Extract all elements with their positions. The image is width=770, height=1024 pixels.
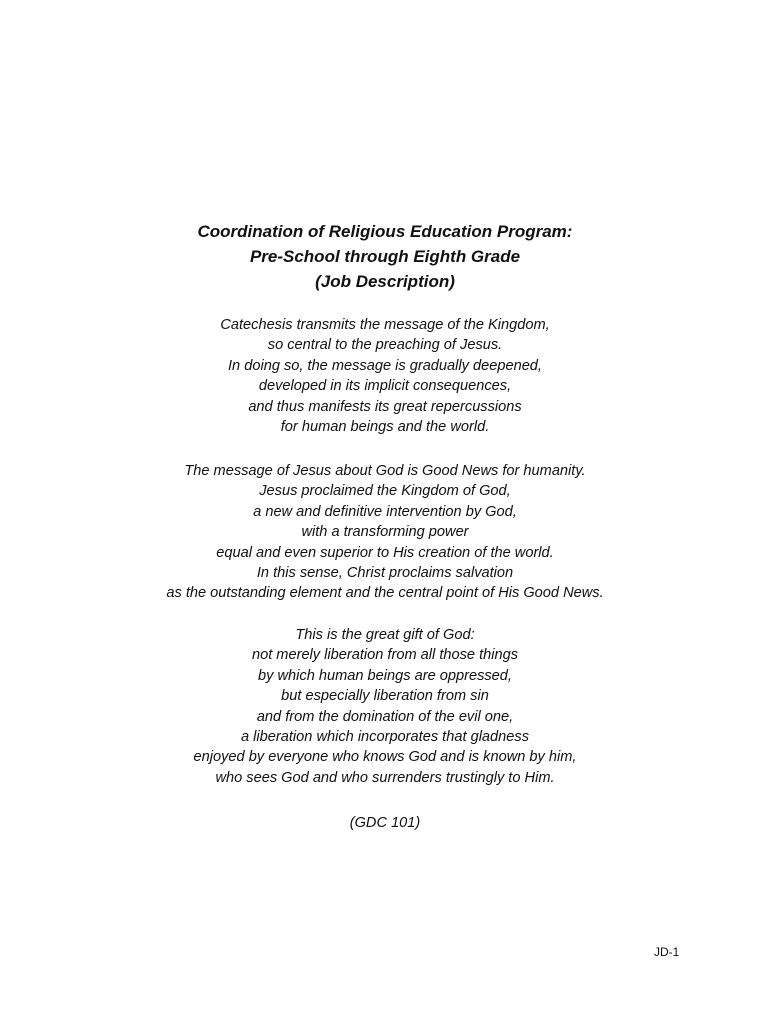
- stanza-line: Jesus proclaimed the Kingdom of God,: [259, 483, 511, 500]
- page-number: JD-1: [654, 945, 680, 959]
- stanza-line: equal and even superior to His creation of the world.: [216, 544, 554, 561]
- stanza-line: In this sense, Christ proclaims salvation: [256, 565, 514, 582]
- title-line-1: Coordination of Religious Education Program:: [197, 222, 573, 241]
- stanza-line: enjoyed by everyone who knows God and is known by him,: [193, 749, 577, 766]
- stanza-line: for human beings and the world.: [280, 419, 490, 436]
- citation: [0, 813, 770, 833]
- stanza-line: not merely liberation from all those things: [251, 647, 519, 664]
- stanza-line: a liberation which incorporates that gladness: [241, 729, 529, 746]
- quote-stanza-3: [0, 625, 770, 788]
- stanza-line: with a transforming power: [301, 524, 469, 541]
- stanza-line: This is the great gift of God:: [295, 627, 475, 643]
- quote-stanza-1: [0, 315, 770, 437]
- stanza-line: and from the domination of the evil one,: [256, 708, 514, 725]
- quote-stanza-2: [0, 461, 770, 604]
- stanza-line: but especially liberation from sin: [281, 688, 489, 705]
- title-line-2: Pre-School through Eighth Grade: [249, 247, 521, 266]
- stanza-line: who sees God and who surrenders trustingly to Him.: [215, 769, 555, 786]
- title-line-3: (Job Description): [315, 272, 455, 291]
- stanza-line: by which human beings are oppressed,: [258, 667, 512, 684]
- stanza-line: a new and definitive intervention by God,: [253, 503, 517, 520]
- stanza-line: so central to the preaching of Jesus.: [267, 337, 503, 354]
- stanza-line: and thus manifests its great repercussions: [248, 398, 522, 415]
- document-title: [0, 219, 770, 294]
- stanza-line: Catechesis transmits the message of the Kingdom,: [220, 317, 550, 333]
- stanza-line: developed in its implicit consequences,: [258, 378, 512, 395]
- stanza-line: as the outstanding element and the central point of His Good News.: [166, 585, 604, 602]
- stanza-line: The message of Jesus about God is Good News for humanity.: [184, 463, 586, 479]
- citation-text: (GDC 101): [349, 815, 421, 831]
- stanza-line: In doing so, the message is gradually deepened,: [228, 357, 542, 374]
